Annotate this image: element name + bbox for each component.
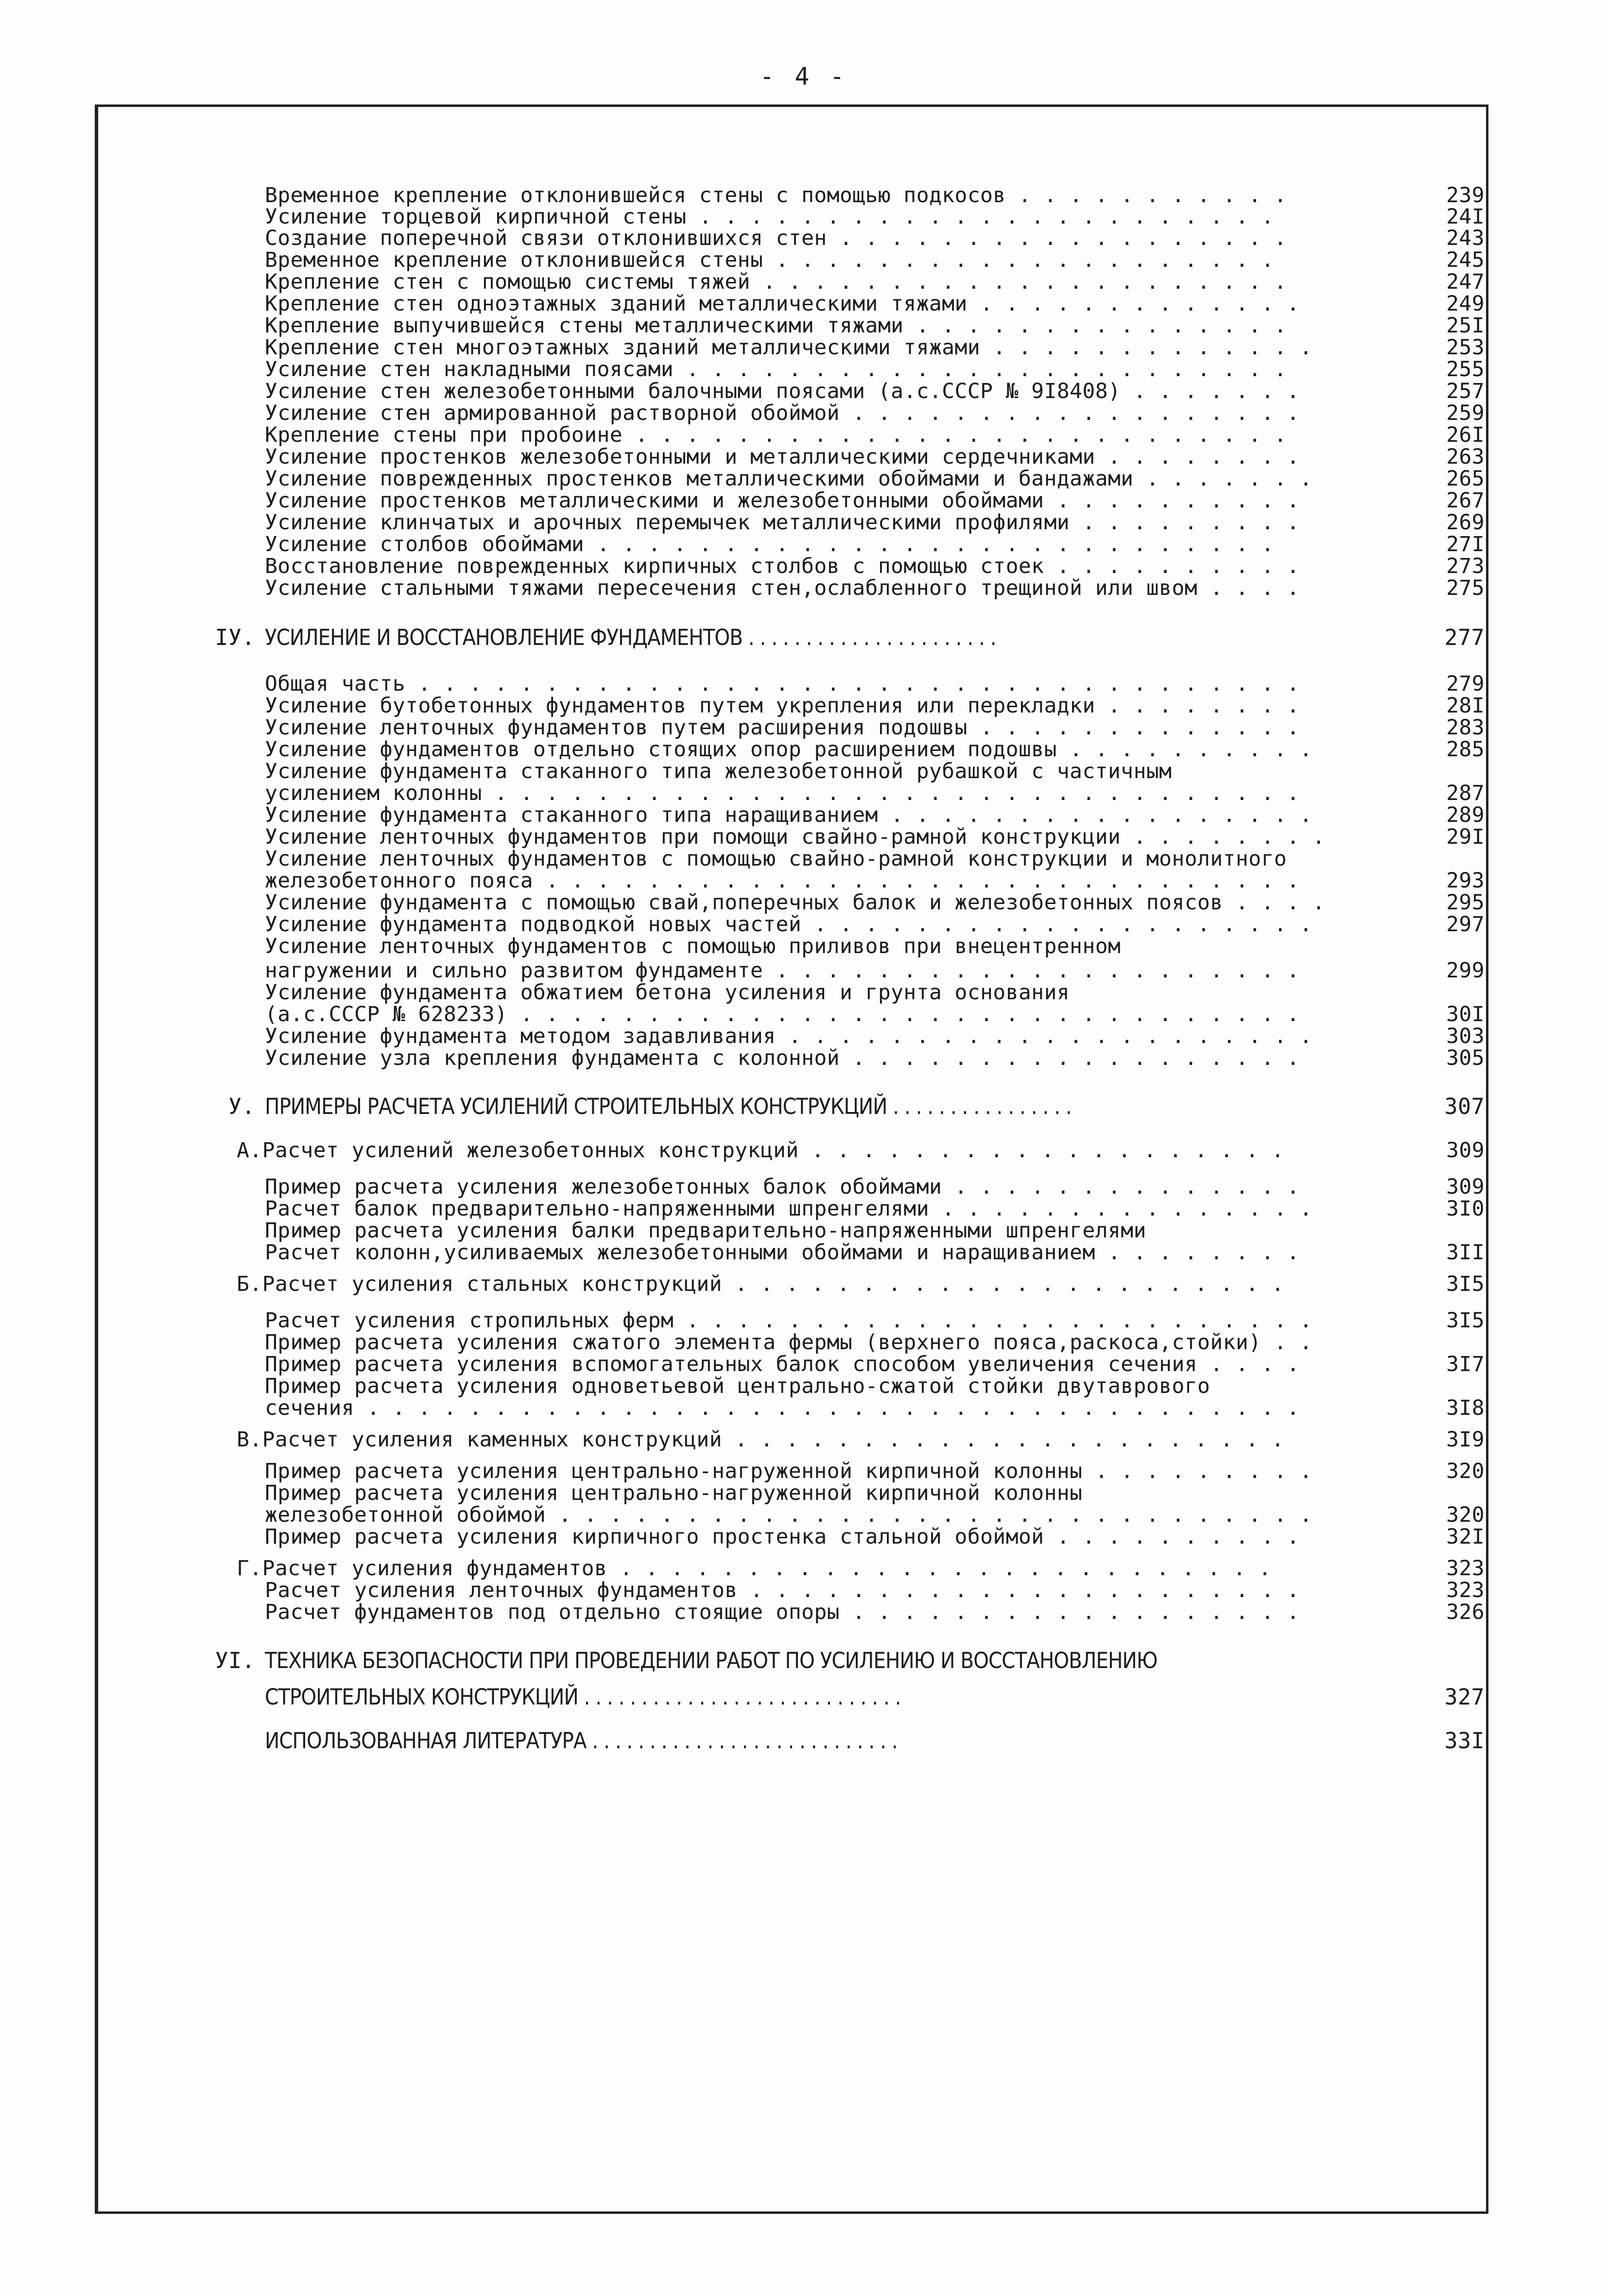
- toc-subsection: В.Расчет усиления каменных конструкций . . . . . . . . . . . . . . . . . . . . . . 3I9: [237, 1427, 1485, 1452]
- toc-entry: Пример расчета усиления вспомогательных балок способом увеличения сечения . . . . 3I7: [265, 1352, 1485, 1376]
- toc-entry: Временное крепление отклонившейся стены с помощью подкосов . . . . . . . . . . . 239: [265, 183, 1485, 208]
- toc-entry: Пример расчета усиления одноветьевой центрально-сжатой стойки двутаврового: [265, 1374, 1210, 1398]
- literature-heading: ИСПОЛЬЗОВАННАЯ ЛИТЕРАТУРА . . . . . . . . . . . . . . . . . . . . . . . . . . . 33I: [265, 1728, 1485, 1754]
- toc-entry: усилением колонны . . . . . . . . . . . . . . . . . . . . . . . . . . . . . . . . 287: [265, 781, 1485, 805]
- toc-entry: Усиление ленточных фундаментов путем расширения подошвы . . . . . . . . . . . . . 283: [265, 715, 1485, 740]
- toc-subsection: Г.Расчет усиления фундаментов . . . . . . . . . . . . . . . . . . . . . . . . . . 323: [237, 1556, 1485, 1581]
- toc-entry: Усиление узла крепления фундамента с колонной . . . . . . . . . . . . . . . . . . 305: [265, 1046, 1485, 1070]
- toc-entry: Усиление простенков металлическими и железобетонными обоймами . . . . . . . . . . 267: [265, 488, 1485, 513]
- section-heading-continued: СТРОИТЕЛЬНЫХ КОНСТРУКЦИЙ . . . . . . . . . . . . . . . . . . . . . . . . . . . . 327: [265, 1684, 1485, 1710]
- toc-entry: Усиление бутобетонных фундаментов путем укрепления или перекладки . . . . . . . . 28I: [265, 694, 1485, 718]
- toc-entry: Расчет колонн,усиливаемых железобетонными обоймами и наращиванием . . . . . . . . 3II: [265, 1240, 1485, 1265]
- toc-entry: Усиление фундамента подводкой новых частей . . . . . . . . . . . . . . . . . . . . 297: [265, 912, 1485, 937]
- toc-entry: железобетонного пояса . . . . . . . . . . . . . . . . . . . . . . . . . . . . . . 293: [265, 869, 1485, 893]
- toc-entry: Пример расчета усиления железобетонных балок обоймами . . . . . . . . . . . . . . 309: [265, 1175, 1485, 1199]
- toc-entry: Крепление стены при пробоине . . . . . . . . . . . . . . . . . . . . . . . . . . 26I: [265, 423, 1485, 447]
- toc-entry: Усиление ленточных фундаментов при помощи свайно-рамной конструкции . . . . . . . . 29I: [265, 825, 1485, 849]
- toc-subsection: Б.Расчет усиления стальных конструкций . . . . . . . . . . . . . . . . . . . . . . 3I5: [237, 1272, 1485, 1296]
- toc-entry: Усиление фундаментов отдельно стоящих опор расширением подошвы . . . . . . . . . . 285: [265, 737, 1485, 762]
- toc-entry: Усиление столбов обоймами . . . . . . . . . . . . . . . . . . . . . . . . . . . 27I: [265, 532, 1485, 557]
- toc-entry: Усиление фундамента стаканного типа железобетонной рубашкой с частичным: [265, 759, 1172, 783]
- toc-entry: Создание поперечной связи отклонившихся стен . . . . . . . . . . . . . . . . . . 243: [265, 226, 1485, 250]
- toc-entry: Усиление клинчатых и арочных перемычек металлическими профилями . . . . . . . . . 269: [265, 510, 1485, 535]
- toc-entry: Усиление стен накладными поясами . . . . . . . . . . . . . . . . . . . . . . . . 255: [265, 357, 1485, 382]
- toc-entry: Усиление простенков железобетонными и металлическими сердечниками . . . . . . . . 263: [265, 445, 1485, 469]
- toc-subsection: А.Расчет усилений железобетонных конструкций . . . . . . . . . . . . . . . . . . . 309: [237, 1138, 1485, 1163]
- toc-entry: Расчет балок предварительно-напряженными шпренгелями . . . . . . . . . . . . . . . 3I0: [265, 1197, 1485, 1221]
- toc-entry: Расчет усиления стропильных ферм . . . . . . . . . . . . . . . . . . . . . . . . . 3I5: [265, 1308, 1485, 1333]
- toc-entry: нагружении и сильно развитом фундаменте . . . . . . . . . . . . . . . . . . . . . 299: [265, 958, 1485, 983]
- toc-entry: Усиление стен армированной растворной обоймой . . . . . . . . . . . . . . . . . . 259: [265, 401, 1485, 425]
- toc-entry: Временное крепление отклонившейся стены . . . . . . . . . . . . . . . . . . . . 245: [265, 248, 1485, 272]
- toc-entry: Усиление фундамента стаканного типа наращиванием . . . . . . . . . . . . . . . . . 289: [265, 803, 1485, 827]
- toc-entry: Пример расчета усиления кирпичного простенка стальной обоймой . . . . . . . . . . 32I: [265, 1525, 1485, 1549]
- toc-entry: Пример расчета усиления балки предварительно-напряженными шпренгелями: [265, 1218, 1146, 1243]
- toc-entry: сечения . . . . . . . . . . . . . . . . . . . . . . . . . . . . . . . . . . . . . 3I8: [265, 1396, 1485, 1420]
- toc-entry: Крепление стен с помощью системы тяжей . . . . . . . . . . . . . . . . . . . . . 247: [265, 270, 1485, 294]
- toc-entry: Усиление ленточных фундаментов с помощью приливов при внецентренном: [265, 934, 1121, 958]
- toc-entry: Крепление выпучившейся стены металлическими тяжами . . . . . . . . . . . . . . . 25I: [265, 313, 1485, 338]
- toc-entry: Крепление стен одноэтажных зданий металлическими тяжами . . . . . . . . . . . . . 249: [265, 292, 1485, 316]
- toc-entry: Расчет усиления ленточных фундаментов . . . . . . . . . . . . . . . . . . . . . . 323: [265, 1578, 1485, 1602]
- section-heading: УI. ТЕХНИКА БЕЗОПАСНОСТИ ПРИ ПРОВЕДЕНИИ РАБОТ ПО УСИЛЕНИЮ И ВОССТАНОВЛЕНИЮ: [215, 1648, 1158, 1673]
- toc-entry: Усиление поврежденных простенков металлическими обоймами и бандажами . . . . . . . 265: [265, 467, 1485, 491]
- toc-entry: (а.с.СССР № 628233) . . . . . . . . . . . . . . . . . . . . . . . . . . . . . . . 30I: [265, 1002, 1485, 1026]
- toc-entry: Восстановление поврежденных кирпичных столбов с помощью стоек . . . . . . . . . . 273: [265, 554, 1485, 578]
- toc-entry: Усиление фундамента обжатием бетона усиления и грунта основания: [265, 980, 1070, 1005]
- toc-entry: Общая часть . . . . . . . . . . . . . . . . . . . . . . . . . . . . . . . . . . . 279: [265, 672, 1485, 696]
- toc-entry: железобетонной обоймой . . . . . . . . . . . . . . . . . . . . . . . . . . . . . . 320: [265, 1503, 1485, 1527]
- toc-entry: Расчет фундаментов под отдельно стоящие опоры . . . . . . . . . . . . . . . . . . 326: [265, 1600, 1485, 1624]
- section-heading: У. ПРИМЕРЫ РАСЧЕТА УСИЛЕНИЙ СТРОИТЕЛЬНЫХ КОНСТРУКЦИЙ . . . . . . . . . . . . . . . . 307: [228, 1094, 1485, 1119]
- toc-entry: Пример расчета усиления центрально-нагруженной кирпичной колонны: [265, 1481, 1083, 1505]
- toc-entry: Пример расчета усиления центрально-нагруженной кирпичной колонны . . . . . . . . . 320: [265, 1459, 1485, 1483]
- toc-entry: Усиление стальными тяжами пересечения стен,ослабленного трещиной или швом . . . . 275: [265, 576, 1485, 600]
- toc-entry: Пример расчета усиления сжатого элемента фермы (верхнего пояса,раскоса,стойки) . .: [265, 1330, 1313, 1355]
- toc-entry: Усиление фундамента методом задавливания . . . . . . . . . . . . . . . . . . . . . 303: [265, 1024, 1485, 1048]
- toc-entry: Усиление стен железобетонными балочными поясами (а.с.СССР № 9I8408) . . . . . . . 257: [265, 379, 1485, 403]
- toc-entry: Усиление фундамента с помощью свай,поперечных балок и железобетонных поясов . . . . 295: [265, 890, 1485, 915]
- toc-entry: Крепление стен многоэтажных зданий металлическими тяжами . . . . . . . . . . . . . 253: [265, 335, 1485, 360]
- toc-entry: Усиление торцевой кирпичной стены . . . . . . . . . . . . . . . . . . . . . . . 24I: [265, 205, 1485, 229]
- page-number: - 4 -: [760, 62, 847, 90]
- section-heading: IУ. УСИЛЕНИЕ И ВОССТАНОВЛЕНИЕ ФУНДАМЕНТОВ . . . . . . . . . . . . . . . . . . . . . . 277: [215, 625, 1485, 650]
- toc-entry: Усиление ленточных фундаментов с помощью свайно-рамной конструкции и монолитного: [265, 847, 1287, 871]
